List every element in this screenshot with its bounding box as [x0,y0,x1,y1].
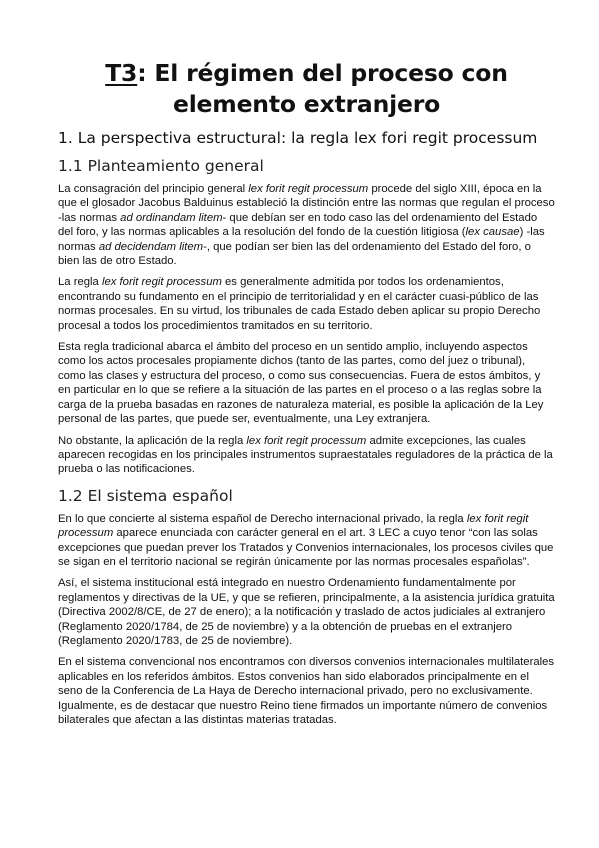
paragraph-1-2-a: En lo que concierte al sistema español de Derecho internacional privado, la regla lex forit regit processum aparece enunciada con carácter general en el art. 3 LEC a cuyo tenor “con las solas excepciones que puedan prever los Tratados y Convenios internacionales, los procesos civiles que se sigan en el territorio nacional se regirán únicamente por las normas procesales españolas”. [58,512,554,568]
title-code: T3 [105,59,138,87]
title-text: : El régimen del proceso con elemento extranjero [137,59,508,118]
paragraph-1-2-c: En el sistema convencional nos encontramos con diversos convenios internacionales multilaterales aplicables en los referidos ámbitos. Estos convenios han sido elaborados principalmente en el seno de la Conferencia de La Haya de Derecho internacional privado, pero no exclusivamente. Igualmente, es de destacar que nuestro Reino tiene firmados un importante número de convenios bilaterales que afectan a las distintas materias tratadas. [58,656,555,726]
paragraph-1-1-d: No obstante, la aplicación de la regla lex forit regit processum admite excepciones, las cuales aparecen recogidas en los principales instrumentos supraestatales reguladores de la práctica de la prueba o las notificaciones. [58,434,553,476]
document-title [58,58,555,120]
paragraph-1-2-b: Así, el sistema institucional está integrado en nuestro Ordenamiento fundamentalmente por reglamentos y directivas de la UE, y que se refieren, principalmente, a la asistencia jurídica gratuita (Directiva 2002/8/CE, de 27 de enero); a la notificación y traslado de actos judiciales al extranjero (Reglamento 2020/1784, de 25 de noviembre) y a la obtención de pruebas en el extranjero (Reglamento 2020/1783, de 25 de noviembre). [58,577,555,647]
subsection-heading-1-1: 1.1 Planteamiento general [58,157,264,175]
paragraph-1-1-b: La regla lex forit regit processum es generalmente admitida por todos los ordenamientos, encontrando su fundamento en el principio de territorialidad y en el carácter cuasi-público de las normas procesales. En su virtud, los tribunales de cada Estado deben aplicar su propio Derecho procesal a todos los procedimientos tramitados en su territorio. [58,276,541,332]
paragraph-1-1-c: Esta regla tradicional abarca el ámbito del proceso en un sentido amplio, incluyendo aspectos como los actos procesales propiamente dichos (tanto de las partes, como del juez o tribunal), como las clases y estructura del proceso, o como sus consecuencias. Fuera de estos ámbitos, y en particular en lo que se refiere a la situación de las partes en el proceso o a las reglas sobre la carga de la prueba basadas en razones de naturaleza material, es posible la aplicación de la Ley personal de las partes, que puede ser, eventualmente, una Ley extranjera. [58,341,544,426]
subsection-heading-1-2: 1.2 El sistema español [58,486,233,505]
paragraph-1-1-a: La consagración del principio general lex forit regit processum procede del siglo XIII, época en la que el glosador Jacobus Balduinus estableció la distinción entre las normas que regulan el proceso -las normas ad ordinandam litem- que debían ser en todo caso las del ordenamiento del Estado del foro, y las normas aplicables a la resolución del fondo de la cuestión litigiosa (lex causae) -las normas ad decidendam litem-, que podían ser bien las del ordenamiento del Estado del foro, o bien las de otro Estado. [58,183,555,268]
section-heading: 1. La perspectiva estructural: la regla lex fori regit processum [58,129,538,147]
